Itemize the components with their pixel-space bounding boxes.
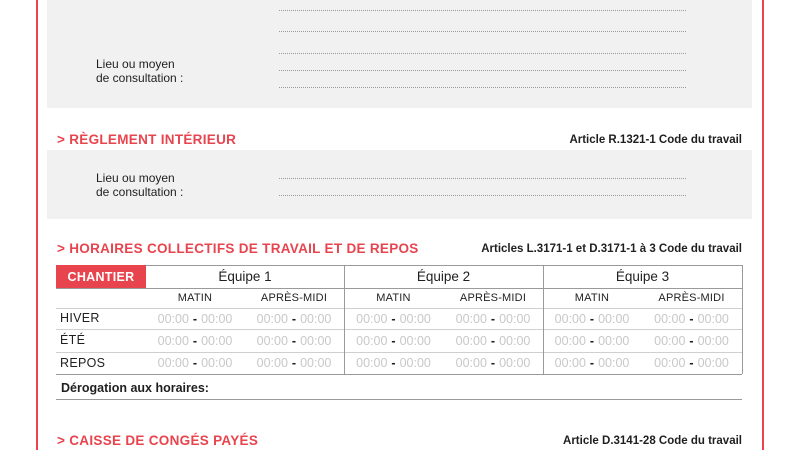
lieu-label-line1: Lieu ou moyen [96, 57, 175, 71]
article-ref-horaires: Articles L.3171-1 et D.3171-1 à 3 Code du travail [481, 243, 742, 255]
time-range-field[interactable] [344, 353, 443, 373]
time-range-field[interactable] [244, 331, 344, 351]
time-start-input[interactable]: 00:00 [554, 312, 586, 326]
time-range-field[interactable] [344, 331, 443, 351]
time-end-input[interactable]: 00:00 [598, 312, 630, 326]
time-start-input[interactable]: 00:00 [256, 312, 288, 326]
time-separator: - [589, 356, 595, 370]
period-header-matin: MATIN [177, 292, 213, 304]
period-header-matin: MATIN [574, 292, 610, 304]
time-end-input[interactable]: 00:00 [499, 312, 531, 326]
time-separator: - [391, 356, 396, 370]
fill-line[interactable] [279, 70, 686, 71]
time-start-input[interactable]: 00:00 [157, 312, 189, 326]
time-separator: - [192, 356, 198, 370]
time-range-field[interactable] [641, 309, 742, 329]
time-separator: - [689, 334, 694, 348]
time-range-field[interactable] [146, 309, 244, 329]
lieu-label-line2: de consultation : [96, 185, 184, 199]
page-border-right [762, 0, 764, 450]
time-separator: - [490, 334, 496, 348]
time-end-input[interactable]: 00:00 [300, 334, 332, 348]
time-start-input[interactable]: 00:00 [455, 334, 487, 348]
time-end-input[interactable]: 00:00 [598, 334, 630, 348]
page-border-left [36, 0, 38, 450]
period-header-apres-midi: APRÈS-MIDI [459, 292, 527, 304]
time-start-input[interactable]: 00:00 [256, 356, 288, 370]
time-range-field[interactable] [641, 353, 742, 373]
time-start-input[interactable]: 00:00 [455, 356, 487, 370]
time-end-input[interactable]: 00:00 [697, 312, 729, 326]
time-range-field[interactable] [244, 353, 344, 373]
time-start-input[interactable]: 00:00 [654, 356, 686, 370]
section-title-reglement: > RÈGLEMENT INTÉRIEUR [57, 132, 237, 147]
time-start-input[interactable]: 00:00 [356, 334, 388, 348]
team-header-3: Équipe 3 [615, 269, 670, 284]
time-end-input[interactable]: 00:00 [399, 312, 431, 326]
fill-line[interactable] [279, 10, 686, 11]
time-range-field[interactable] [443, 353, 543, 373]
section-title-horaires: > HORAIRES COLLECTIFS DE TRAVAIL ET DE REPOS [57, 241, 419, 256]
time-range-field[interactable] [443, 331, 543, 351]
derogation-label: Dérogation aux horaires: [61, 381, 209, 395]
time-start-input[interactable]: 00:00 [356, 312, 388, 326]
time-range-field[interactable] [146, 353, 244, 373]
lieu-label-line2: de consultation : [96, 71, 184, 85]
time-separator: - [391, 334, 396, 348]
table-line [56, 329, 742, 330]
row-label-repos: REPOS [60, 356, 106, 370]
fill-line[interactable] [279, 31, 686, 32]
time-separator: - [192, 334, 198, 348]
chantier-badge: CHANTIER [56, 265, 146, 288]
time-separator: - [391, 312, 396, 326]
lieu-label [96, 171, 183, 199]
fill-line[interactable] [279, 195, 686, 196]
time-separator: - [689, 312, 694, 326]
time-separator: - [589, 312, 595, 326]
lieu-label-line1: Lieu ou moyen [96, 171, 175, 185]
time-range-field[interactable] [641, 331, 742, 351]
time-end-input[interactable]: 00:00 [201, 356, 233, 370]
fill-line[interactable] [279, 87, 686, 88]
lieu-label [96, 57, 183, 85]
previous-section-panel [47, 0, 752, 108]
fill-line[interactable] [279, 53, 686, 54]
time-start-input[interactable]: 00:00 [554, 334, 586, 348]
time-range-field[interactable] [244, 309, 344, 329]
time-range-field[interactable] [443, 309, 543, 329]
table-line [56, 374, 742, 375]
time-start-input[interactable]: 00:00 [654, 312, 686, 326]
time-end-input[interactable]: 00:00 [300, 356, 332, 370]
time-end-input[interactable]: 00:00 [598, 356, 630, 370]
table-line [742, 265, 743, 374]
article-ref-caisse: Article D.3141-28 Code du travail [563, 435, 742, 447]
time-separator: - [490, 356, 496, 370]
time-separator: - [291, 334, 297, 348]
time-end-input[interactable]: 00:00 [499, 334, 531, 348]
time-range-field[interactable] [344, 309, 443, 329]
time-separator: - [291, 356, 297, 370]
section-title-caisse: > CAISSE DE CONGÉS PAYÉS [57, 433, 259, 448]
time-end-input[interactable]: 00:00 [201, 312, 233, 326]
team-header-2: Équipe 2 [416, 269, 471, 284]
time-separator: - [589, 334, 595, 348]
article-ref-reglement: Article R.1321-1 Code du travail [569, 134, 742, 146]
period-header-matin: MATIN [376, 292, 411, 304]
time-range-field[interactable] [543, 309, 641, 329]
table-line [56, 399, 742, 400]
time-end-input[interactable]: 00:00 [697, 334, 729, 348]
time-start-input[interactable]: 00:00 [554, 356, 586, 370]
table-line [146, 265, 742, 266]
time-separator: - [689, 356, 694, 370]
period-header-apres-midi: APRÈS-MIDI [260, 292, 328, 304]
row-label-hiver: HIVER [60, 311, 100, 325]
time-start-input[interactable]: 00:00 [256, 334, 288, 348]
time-end-input[interactable]: 00:00 [300, 312, 332, 326]
period-header-apres-midi: APRÈS-MIDI [658, 292, 725, 304]
time-end-input[interactable]: 00:00 [399, 356, 431, 370]
time-end-input[interactable]: 00:00 [697, 356, 729, 370]
time-separator: - [192, 312, 198, 326]
team-header-1: Équipe 1 [218, 269, 272, 284]
time-start-input[interactable]: 00:00 [157, 356, 189, 370]
time-separator: - [291, 312, 297, 326]
time-range-field[interactable] [146, 331, 244, 351]
time-range-field[interactable] [543, 331, 641, 351]
fill-line[interactable] [279, 178, 686, 179]
time-start-input[interactable]: 00:00 [157, 334, 189, 348]
table-line [56, 288, 742, 289]
time-end-input[interactable]: 00:00 [499, 356, 531, 370]
time-start-input[interactable]: 00:00 [356, 356, 388, 370]
time-end-input[interactable]: 00:00 [201, 334, 233, 348]
time-separator: - [490, 312, 496, 326]
time-range-field[interactable] [543, 353, 641, 373]
time-start-input[interactable]: 00:00 [455, 312, 487, 326]
row-label-ete: ÉTÉ [60, 333, 86, 347]
time-start-input[interactable]: 00:00 [654, 334, 686, 348]
time-end-input[interactable]: 00:00 [399, 334, 431, 348]
